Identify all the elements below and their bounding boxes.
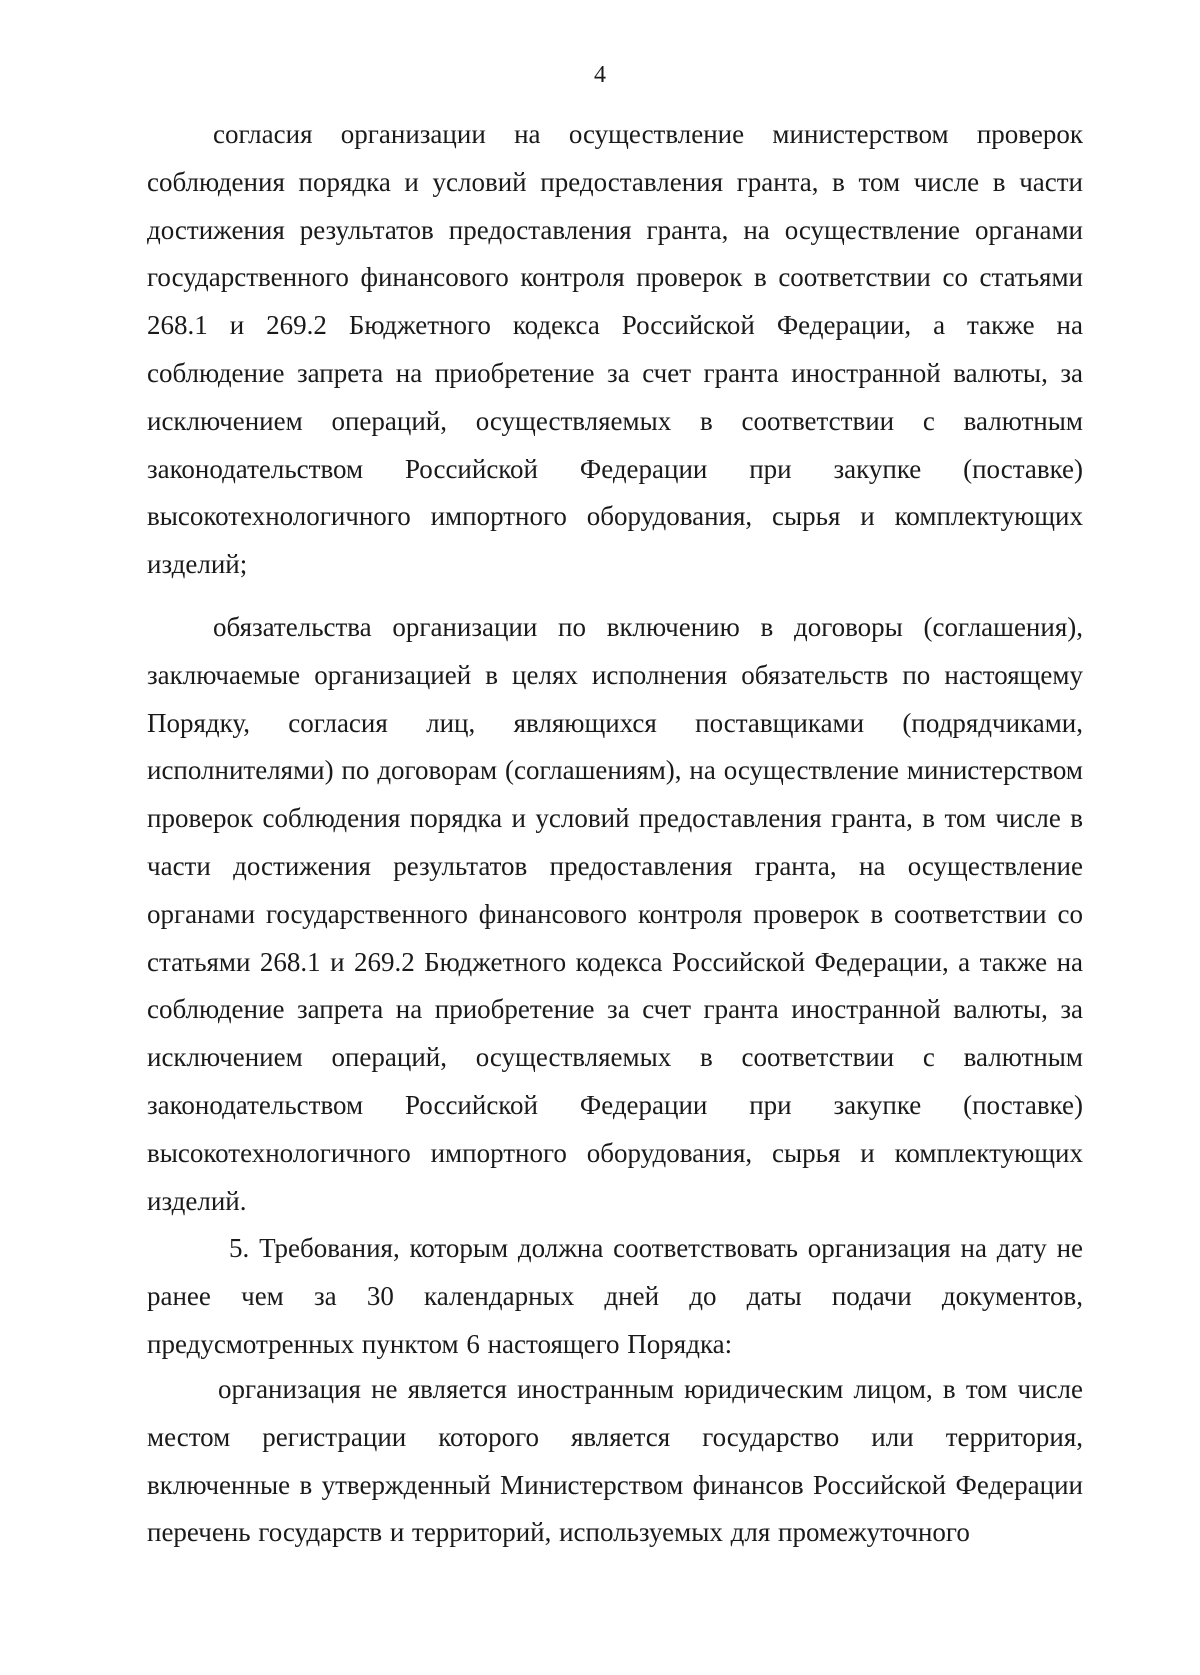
paragraph-foreign-entity: организация не является иностранным юридическим лицом, в том числе местом регистрации которого является государство или территория, включенные в утвержденный Министерством финансов Российской Федерации перечень государств и территорий, используемых для промежуточного (147, 1374, 1083, 1548)
paragraph-consent: согласия организации на осуществление министерством проверок соблюдения порядка и условий предоставления гранта, в том числе в части достижения результатов предоставления гранта, на осуществление органами государственного финансового контроля проверок в соответствии со статьями 268.1 и 269.2 Бюджетного кодекса Российской Федерации, а также на соблюдение запрета на приобретение за счет гранта иностранной валюты, за исключением операций, осуществляемых в соответствии с валютным законодательством Российской Федерации при закупке (поставке) высокотехнологичного импортного оборудования, сырья и комплектующих изделий; (147, 119, 1083, 580)
paragraph-requirements: 5. Требования, которым должна соответствовать организация на дату не ранее чем за 30 календарных дней до даты подачи документов, предусмотренных пунктом 6 настоящего Порядка: (147, 1233, 1083, 1359)
paragraph-obligations: обязательства организации по включению в договоры (соглашения), заключаемые организацией в целях исполнения обязательств по настоящему Порядку, согласия лиц, являющихся поставщиками (подрядчиками, исполнителями) по договорам (соглашениям), на осуществление министерством проверок соблюдения порядка и условий предоставления гранта, в том числе в части достижения результатов предоставления гранта, на осуществление органами государственного финансового контроля проверок в соответствии со статьями 268.1 и 269.2 Бюджетного кодекса Российской Федерации, а также на соблюдение запрета на приобретение за счет гранта иностранной валюты, за исключением операций, осуществляемых в соответствии с валютным законодательством Российской Федерации при закупке (поставке) высокотехнологичного импортного оборудования, сырья и комплектующих изделий. (147, 612, 1083, 1216)
page-number: 4 (594, 62, 606, 88)
